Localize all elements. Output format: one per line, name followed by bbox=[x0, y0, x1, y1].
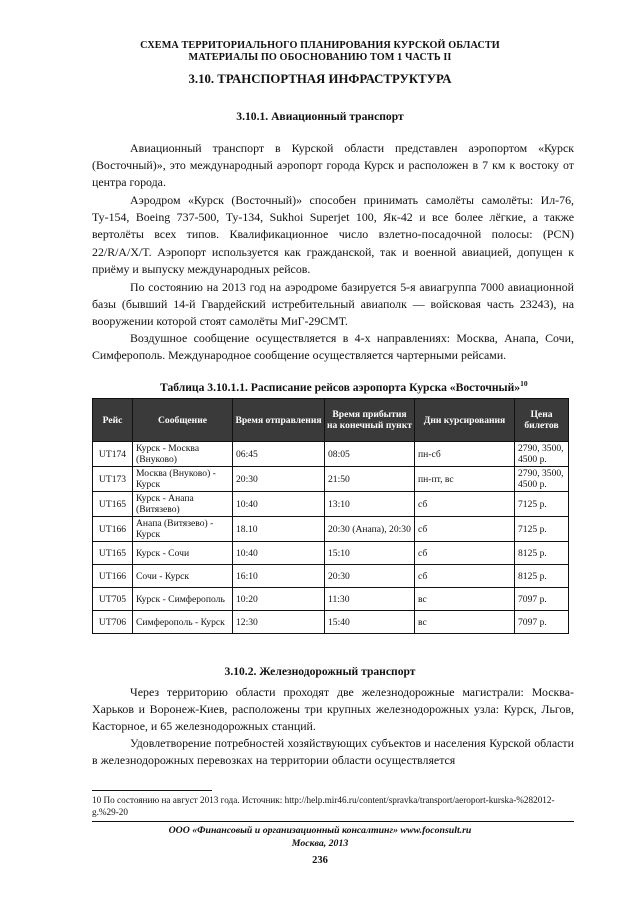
ticket-price: 8125 р. bbox=[515, 565, 569, 588]
footnote-ref[interactable]: 10 bbox=[520, 379, 528, 388]
footnote-text: 10 По состоянию на август 2013 года. Источник: http://help.mir46.ru/content/spravka/transport/aeroport-kurska-%282012-g.%29-20 bbox=[92, 795, 555, 817]
arrival-time: 15:40 bbox=[325, 611, 415, 634]
operating-days: пн-пт, вс bbox=[415, 467, 515, 492]
operating-days: сб bbox=[415, 517, 515, 542]
paragraph: Воздушное сообщение осуществляется в 4-х направлениях: Москва, Анапа, Сочи, Симферополь. Международное сообщение осуществляется чартерными рейсами. bbox=[92, 331, 574, 363]
route: Сочи - Курск bbox=[133, 565, 233, 588]
footer-city-year: Москва, 2013 bbox=[291, 838, 349, 849]
page-number: 236 bbox=[312, 855, 328, 866]
table-row bbox=[93, 467, 569, 492]
subsection-title-rail: 3.10.2. Железнодорожный транспорт bbox=[224, 665, 416, 678]
flight-number: UT174 bbox=[93, 442, 133, 467]
ticket-price: 2790, 3500, 4500 р. bbox=[515, 467, 569, 492]
column-header: Время отправления bbox=[233, 399, 325, 442]
paragraph: Удовлетворение потребностей хозяйствующих субъектов и населения Курской области в железнодорожных перевозках на территории области осуществляется bbox=[92, 736, 574, 768]
paragraph: Авиационный транспорт в Курской области представлен аэропортом «Курск (Восточный)», это международный аэропорт города Курск и расположен в 7 км к востоку от центра города. bbox=[92, 141, 574, 190]
departure-time: 10:40 bbox=[233, 492, 325, 517]
table-row bbox=[93, 517, 569, 542]
footer-company: ООО «Финансовый и организационный консалтинг» www.foconsult.ru bbox=[168, 825, 472, 836]
table-caption-text: Таблица 3.10.1.1. Расписание рейсов аэропорта Курска «Восточный» bbox=[160, 380, 521, 394]
table-header-row bbox=[93, 399, 569, 442]
table-row bbox=[93, 542, 569, 565]
departure-time: 10:20 bbox=[233, 588, 325, 611]
column-header: Цена билетов bbox=[515, 399, 569, 442]
route: Москва (Внуково) - Курск bbox=[133, 467, 233, 492]
footnote-separator bbox=[92, 790, 212, 791]
departure-time: 12:30 bbox=[233, 611, 325, 634]
operating-days: сб bbox=[415, 542, 515, 565]
route: Курск - Москва (Внуково) bbox=[133, 442, 233, 467]
operating-days: вс bbox=[415, 588, 515, 611]
flight-number: UT706 bbox=[93, 611, 133, 634]
table-row bbox=[93, 442, 569, 467]
ticket-price: 7097 р. bbox=[515, 611, 569, 634]
flight-number: UT166 bbox=[93, 517, 133, 542]
ticket-price: 7125 р. bbox=[515, 492, 569, 517]
operating-days: сб bbox=[415, 565, 515, 588]
flight-number: UT165 bbox=[93, 542, 133, 565]
ticket-price: 7097 р. bbox=[515, 588, 569, 611]
departure-time: 10:40 bbox=[233, 542, 325, 565]
arrival-time: 08:05 bbox=[325, 442, 415, 467]
arrival-time: 20:30 bbox=[325, 565, 415, 588]
departure-time: 16:10 bbox=[233, 565, 325, 588]
ticket-price: 2790, 3500, 4500 р. bbox=[515, 442, 569, 467]
ticket-price: 8125 р. bbox=[515, 542, 569, 565]
departure-time: 06:45 bbox=[233, 442, 325, 467]
flight-schedule-table bbox=[92, 398, 569, 634]
paragraph: Аэродром «Курск (Восточный)» способен принимать самолёты самолёты: Ил-76, Ту-154, Boeing 737-500, Ту-134, Sukhoi Superjet 100, Як-42 и все более лёгкие, а также вертолёты всех типов. Квалификационное число взлетно-посадочной полосы: (PCN) 22/R/A/X/T. Аэропорт используется как гражданской, так и военной авиацией, допущен к приёму и выпуску международных рейсов. bbox=[92, 193, 574, 276]
operating-days: пн-сб bbox=[415, 442, 515, 467]
paragraph: Через территорию области проходят две железнодорожные магистрали: Москва-Харьков и Воронеж-Киев, расположены три крупных железнодорожных узла: Курск, Льгов, Касторное, и 65 железнодорожных станций. bbox=[92, 685, 574, 734]
departure-time: 18.10 bbox=[233, 517, 325, 542]
column-header: Сообщение bbox=[133, 399, 233, 442]
operating-days: вс bbox=[415, 611, 515, 634]
column-header: Время прибытия на конечный пункт bbox=[325, 399, 415, 442]
flight-number: UT705 bbox=[93, 588, 133, 611]
flight-number: UT166 bbox=[93, 565, 133, 588]
route: Симферополь - Курск bbox=[133, 611, 233, 634]
ticket-price: 7125 р. bbox=[515, 517, 569, 542]
table-row bbox=[93, 588, 569, 611]
route: Курск - Симферополь bbox=[133, 588, 233, 611]
table-row bbox=[93, 611, 569, 634]
route: Курск - Сочи bbox=[133, 542, 233, 565]
table-caption bbox=[160, 379, 580, 394]
flight-number: UT173 bbox=[93, 467, 133, 492]
route: Анапа (Витязево) - Курск bbox=[133, 517, 233, 542]
arrival-time: 11:30 bbox=[325, 588, 415, 611]
route: Курск - Анапа (Витязево) bbox=[133, 492, 233, 517]
column-header: Дни курсирования bbox=[415, 399, 515, 442]
document-header-line-2: МАТЕРИАЛЫ ПО ОБОСНОВАНИЮ ТОМ 1 ЧАСТЬ II bbox=[188, 52, 452, 63]
departure-time: 20:30 bbox=[233, 467, 325, 492]
footer-divider bbox=[92, 821, 574, 822]
section-title: 3.10. ТРАНСПОРТНАЯ ИНФРАСТРУКТУРА bbox=[188, 72, 452, 86]
subsection-title-air: 3.10.1. Авиационный транспорт bbox=[236, 110, 404, 123]
column-header: Рейс bbox=[93, 399, 133, 442]
flight-number: UT165 bbox=[93, 492, 133, 517]
paragraph: По состоянию на 2013 год на аэродроме базируется 5-я авиагруппа 7000 авиационной базы (бывший 14-й Гвардейский истребительный авиаполк — войсковая часть 23243), на вооружении которой стоят самолёты МиГ-29СМТ. bbox=[92, 280, 574, 329]
document-header-line-1: СХЕМА ТЕРРИТОРИАЛЬНОГО ПЛАНИРОВАНИЯ КУРСКОЙ ОБЛАСТИ bbox=[140, 40, 500, 51]
arrival-time: 13:10 bbox=[325, 492, 415, 517]
arrival-time: 21:50 bbox=[325, 467, 415, 492]
table-row bbox=[93, 565, 569, 588]
operating-days: сб bbox=[415, 492, 515, 517]
arrival-time: 20:30 (Анапа), 20:30 bbox=[325, 517, 415, 542]
table-row bbox=[93, 492, 569, 517]
arrival-time: 15:10 bbox=[325, 542, 415, 565]
